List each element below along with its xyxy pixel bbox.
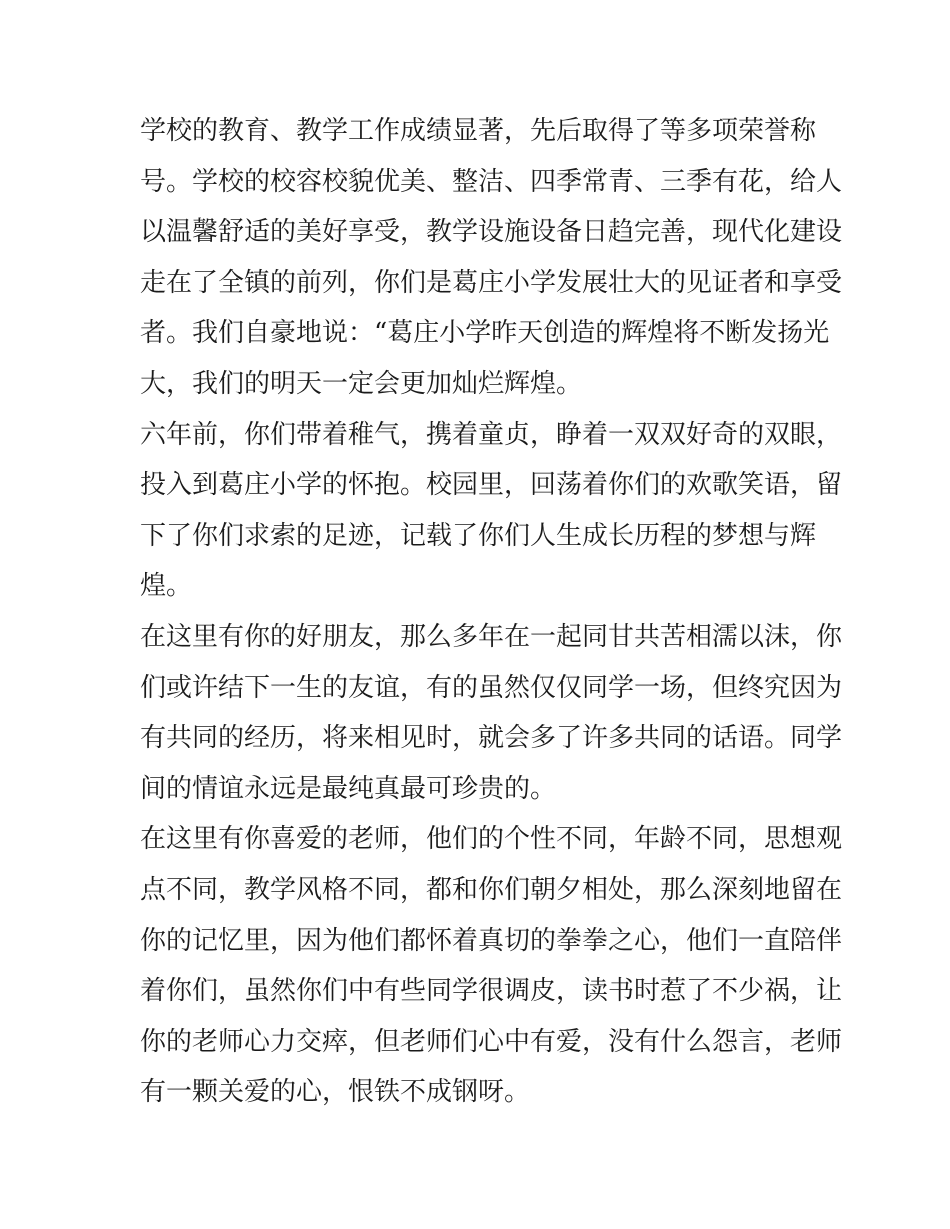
text-line: 着你们，虽然你们中有些同学很调皮，读书时惹了不少祸，让 <box>140 976 843 1007</box>
text-line: 有一颗关爱的心，恨铁不成钢呀。 <box>140 1077 531 1108</box>
body-text <box>140 106 843 1118</box>
text-line: 走在了全镇的前列，你们是葛庄小学发展壮大的见证者和享受 <box>140 267 843 298</box>
text-line: 以温馨舒适的美好享受，教学设施设备日趋完善，现代化建设 <box>140 217 843 248</box>
text-line: 点不同，教学风格不同，都和你们朝夕相处，那么深刻地留在 <box>140 874 843 905</box>
text-line: 在这里有你的好朋友，那么多年在一起同甘共苦相濡以沫，你 <box>140 621 843 652</box>
text-line: 号。学校的校容校貌优美、整洁、四季常青、三季有花，给人 <box>140 166 843 197</box>
text-line: 间的情谊永远是最纯真最可珍贵的。 <box>140 773 557 804</box>
text-line: 在这里有你喜爱的老师，他们的个性不同，年龄不同，思想观 <box>140 824 843 855</box>
text-line: 下了你们求索的足迹，记载了你们人生成长历程的梦想与辉 <box>140 520 817 551</box>
text-line: 大，我们的明天一定会更加灿烂辉煌。 <box>140 368 583 399</box>
text-line: 你的记忆里，因为他们都怀着真切的拳拳之心，他们一直陪伴 <box>140 925 843 956</box>
text-line: 六年前，你们带着稚气，携着童贞，睁着一双双好奇的双眼， <box>140 419 843 450</box>
text-line: 你的老师心力交瘁，但老师们心中有爱，没有什么怨言，老师 <box>140 1026 843 1057</box>
text-line: 者。我们自豪地说：“葛庄小学昨天创造的辉煌将不断发扬光 <box>140 318 830 349</box>
text-line: 投入到葛庄小学的怀抱。校园里，回荡着你们的欢歌笑语，留 <box>140 470 843 501</box>
text-line: 煌。 <box>140 571 193 602</box>
text-line: 有共同的经历，将来相见时，就会多了许多共同的话语。同学 <box>140 723 843 754</box>
text-line: 们或许结下一生的友谊，有的虽然仅仅同学一场，但终究因为 <box>140 672 843 703</box>
text-line: 学校的教育、教学工作成绩显著，先后取得了等多项荣誉称 <box>140 116 817 146</box>
